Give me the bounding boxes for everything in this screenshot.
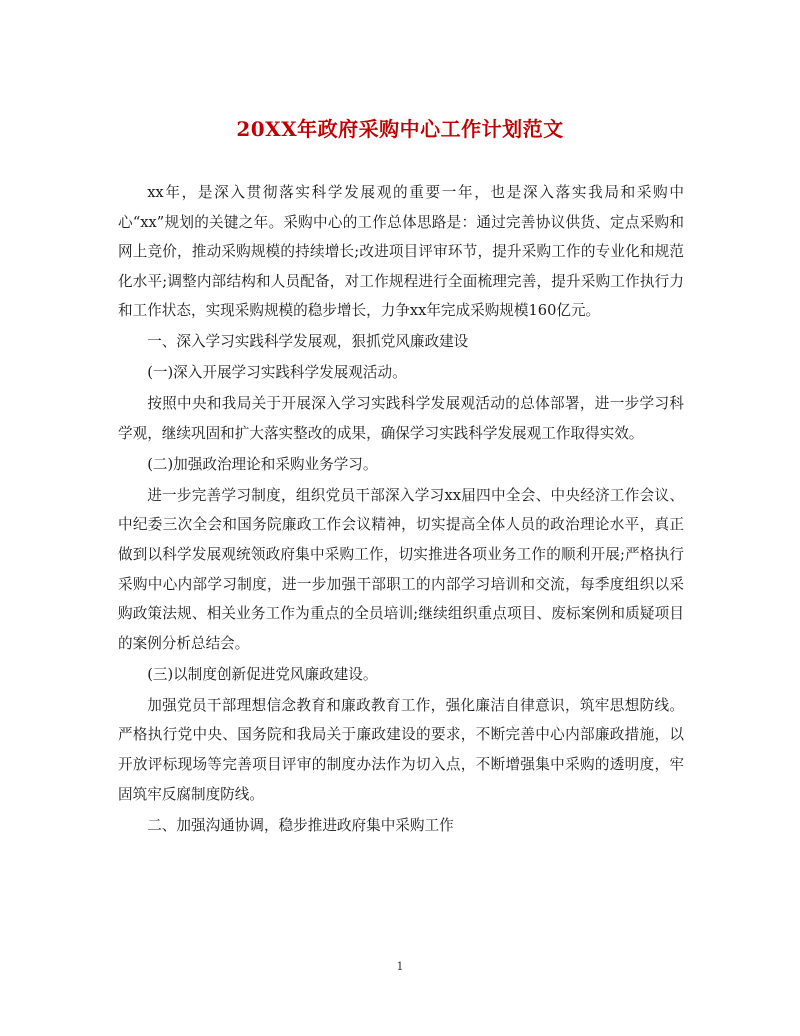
section-heading-2: 二、加强沟通协调，稳步推进政府集中采购工作	[147, 816, 454, 834]
subsection-heading-1-3: (三)以制度创新促进党风廉政建设。	[147, 665, 378, 683]
page-number: 1	[396, 960, 404, 973]
document-body	[118, 178, 684, 842]
section-heading-1: 一、深入学习实践科学发展观，狠抓党风廉政建设	[147, 333, 469, 351]
subsection-heading-1-2: (二)加强政治理论和采购业务学习。	[147, 455, 378, 473]
document-title: 20XX年政府采购中心工作计划范文	[236, 117, 564, 141]
subsection-heading-1-1: (一)深入开展学习实践科学发展观活动。	[147, 364, 407, 382]
paragraph-1-1: 按照中央和我局关于开展深入学习实践科学发展观活动的总体部署，进一步学习科学观，继续巩固和扩大落实整改的成果，确保学习实践科学发展观工作取得实效。	[118, 395, 684, 442]
paragraph-intro: xx年，是深入贯彻落实科学发展观的重要一年，也是深入落实我局和采购中心“xx”规划的关键之年。采购中心的工作总体思路是：通过完善协议供货、定点采购和网上竞价，推动采购规模的持续增长;改进项目评审环节，提升采购工作的专业化和规范化水平;调整内部结构和人员配备，对工作规程进行全面梳理完善，提升采购工作执行力和工作状态，实现采购规模的稳步增长，力争xx年完成采购规模160亿元。	[118, 184, 684, 320]
paragraph-1-2: 进一步完善学习制度，组织党员干部深入学习xx届四中全会、中央经济工作会议、中纪委三次全会和国务院廉政工作会议精神，切实提高全体人员的政治理论水平，真正做到以科学发展观统领政府集中采购工作，切实推进各项业务工作的顺利开展;严格执行采购中心内部学习制度，进一步加强干部职工的内部学习培训和交流，每季度组织以采购政策法规、相关业务工作为重点的全员培训;继续组织重点项目、废标案例和质疑项目的案例分析总结会。	[118, 486, 684, 652]
paragraph-1-3: 加强党员干部理想信念教育和廉政教育工作，强化廉洁自律意识，筑牢思想防线。严格执行党中央、国务院和我局关于廉政建设的要求，不断完善中心内部廉政措施，以开放评标现场等完善项目评审的制度办法作为切入点，不断增强集中采购的透明度，牢固筑牢反腐制度防线。	[118, 696, 684, 803]
